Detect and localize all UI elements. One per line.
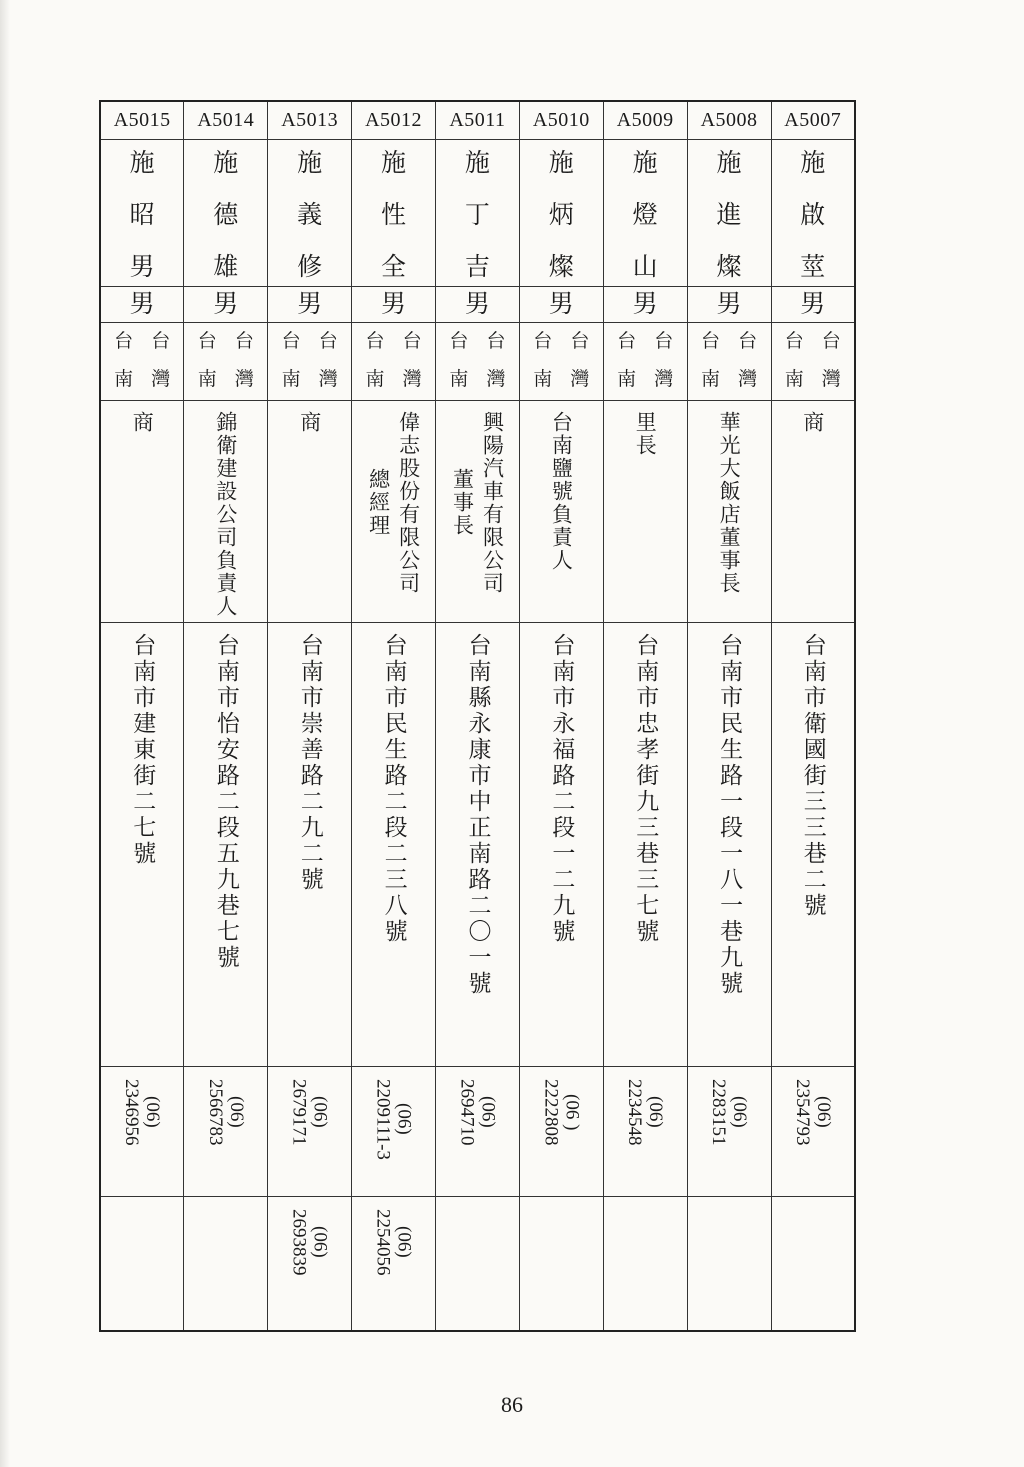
address-text: 台南市民生路二段二三八號 (380, 632, 407, 945)
alt-phone-cell (436, 1196, 520, 1331)
name-char: 莖 (800, 251, 826, 281)
record-code-cell (771, 101, 855, 139)
origin-char: 台 (402, 329, 422, 352)
address-row (100, 622, 855, 1066)
occupation-title: 總經理 (366, 468, 391, 537)
origin-char: 台 (617, 329, 637, 352)
record-code-cell (519, 101, 603, 139)
address-text: 台南市民生路一段一八一巷九號 (716, 632, 743, 997)
address-cell (100, 622, 184, 1066)
origin-char: 南 (114, 367, 134, 390)
origin-char: 灣 (570, 367, 590, 390)
occupation-cell (771, 400, 855, 622)
origin-char: 南 (617, 367, 637, 390)
record-code: A5010 (532, 109, 590, 131)
occupation-text: 里長 (633, 410, 658, 457)
roster-table (99, 100, 856, 1332)
record-code-cell (436, 101, 520, 139)
code-row (100, 101, 855, 139)
origin-char: 台 (533, 329, 553, 352)
sex-value: 男 (129, 288, 155, 318)
sex-cell (100, 286, 184, 322)
phone-number: (06) 2346956 (121, 1078, 164, 1145)
origin-char: 灣 (318, 367, 338, 390)
phone-number: (06) 2566783 (204, 1078, 247, 1145)
sex-cell (352, 286, 436, 322)
record-code: A5015 (113, 109, 171, 131)
record-code-cell (603, 101, 687, 139)
name-char: 丁 (464, 199, 490, 229)
phone-cell (519, 1066, 603, 1196)
address-text: 台南市怡安路二段五九巷七號 (212, 632, 239, 971)
phone-cell (268, 1066, 352, 1196)
name-char: 昭 (129, 199, 155, 229)
name-char: 燈 (632, 199, 658, 229)
occupation-cell (184, 400, 268, 622)
alt-phone-number: (06) 2254056 (372, 1208, 415, 1275)
name-char: 施 (800, 147, 826, 177)
origin-char: 台 (486, 329, 506, 352)
record-code: A5008 (700, 109, 758, 131)
origin-char: 台 (151, 329, 171, 352)
address-cell (603, 622, 687, 1066)
alt-phone-cell (603, 1196, 687, 1331)
name-char: 啟 (800, 199, 826, 229)
person-name-cell (352, 139, 436, 286)
origin-char: 台 (365, 329, 385, 352)
origin-char: 南 (701, 367, 721, 390)
origin-char: 南 (365, 367, 385, 390)
name-char: 山 (632, 251, 658, 281)
person-name-cell (100, 139, 184, 286)
name-char: 吉 (464, 251, 490, 281)
sex-value: 男 (213, 288, 239, 318)
phone-row (100, 1066, 855, 1196)
record-code: A5014 (197, 109, 255, 131)
address-cell (184, 622, 268, 1066)
address-text: 台南市永福路二段一二九號 (548, 632, 575, 945)
phone-number: (06) 2283151 (708, 1078, 751, 1145)
origin-char: 台 (821, 329, 841, 352)
name-char: 施 (632, 147, 658, 177)
origin-char: 台 (654, 329, 674, 352)
page-edge-shadow (0, 0, 10, 1467)
address-cell (352, 622, 436, 1066)
name-char: 全 (381, 251, 407, 281)
origin-char: 台 (738, 329, 758, 352)
alt-phone-cell (687, 1196, 771, 1331)
person-name-cell (771, 139, 855, 286)
origin-cell (268, 322, 352, 400)
record-code-cell (100, 101, 184, 139)
address-text: 台南市衛國街三三巷二號 (799, 632, 826, 919)
name-char: 雄 (213, 251, 239, 281)
sex-value: 男 (297, 288, 323, 318)
origin-char: 台 (449, 329, 469, 352)
origin-char: 台 (570, 329, 590, 352)
name-char: 修 (297, 251, 323, 281)
occupation-cell (100, 400, 184, 622)
origin-char: 台 (701, 329, 721, 352)
record-code: A5007 (784, 109, 842, 131)
occupation-cell (687, 400, 771, 622)
occupation-text: 商 (297, 410, 322, 434)
origin-char: 灣 (738, 367, 758, 390)
origin-cell (687, 322, 771, 400)
sex-value: 男 (716, 288, 742, 318)
name-char: 施 (548, 147, 574, 177)
record-code: A5013 (281, 109, 339, 131)
origin-cell (436, 322, 520, 400)
address-text: 台南市崇善路二九二號 (296, 632, 323, 893)
name-char: 施 (297, 147, 323, 177)
phone-cell (184, 1066, 268, 1196)
address-cell (519, 622, 603, 1066)
origin-cell (352, 322, 436, 400)
name-char: 義 (297, 199, 323, 229)
phone-cell (436, 1066, 520, 1196)
alt-phone-cell (100, 1196, 184, 1331)
origin-char: 南 (281, 367, 301, 390)
origin-cell (603, 322, 687, 400)
origin-row (100, 322, 855, 400)
record-code: A5011 (449, 109, 506, 131)
person-name-cell (687, 139, 771, 286)
phone-number: (06) 2234548 (624, 1078, 667, 1145)
name-char: 施 (381, 147, 407, 177)
occupation-row (100, 400, 855, 622)
origin-char: 南 (533, 367, 553, 390)
origin-char: 台 (281, 329, 301, 352)
sex-cell (519, 286, 603, 322)
phone-cell (603, 1066, 687, 1196)
occupation-cell (519, 400, 603, 622)
person-name-cell (519, 139, 603, 286)
alt-phone-cell (771, 1196, 855, 1331)
sex-value: 男 (800, 288, 826, 318)
person-name-cell (436, 139, 520, 286)
occupation-text: 偉志股份有限公司 (396, 410, 421, 595)
name-char: 炳 (548, 199, 574, 229)
address-cell (687, 622, 771, 1066)
alt-phone-number: (06) 2693839 (288, 1208, 331, 1275)
origin-char: 灣 (821, 367, 841, 390)
phone-cell (687, 1066, 771, 1196)
phone-number: (06) 2354793 (791, 1078, 834, 1145)
occupation-text: 華光大飯店董事長 (717, 410, 742, 595)
phone-number: (06) 2679171 (288, 1078, 331, 1145)
name-char: 性 (381, 199, 407, 229)
origin-char: 台 (784, 329, 804, 352)
name-char: 進 (716, 199, 742, 229)
sex-cell (436, 286, 520, 322)
origin-char: 台 (318, 329, 338, 352)
sex-value: 男 (464, 288, 490, 318)
origin-char: 灣 (234, 367, 254, 390)
name-char: 施 (129, 147, 155, 177)
occupation-cell (603, 400, 687, 622)
name-char: 燦 (716, 251, 742, 281)
occupation-text: 商 (800, 410, 825, 434)
occupation-cell (268, 400, 352, 622)
origin-cell (100, 322, 184, 400)
origin-char: 南 (449, 367, 469, 390)
phone-cell (771, 1066, 855, 1196)
phone-number: (06) 2694710 (456, 1078, 499, 1145)
name-char: 施 (464, 147, 490, 177)
sex-cell (268, 286, 352, 322)
origin-char: 灣 (486, 367, 506, 390)
origin-cell (771, 322, 855, 400)
name-row (100, 139, 855, 286)
sex-row (100, 286, 855, 322)
record-code-cell (184, 101, 268, 139)
alt-phone-row (100, 1196, 855, 1331)
origin-cell (519, 322, 603, 400)
name-char: 德 (213, 199, 239, 229)
alt-phone-cell (519, 1196, 603, 1331)
occupation-text: 台南鹽號負責人 (549, 410, 574, 572)
page-number: 86 (501, 1392, 523, 1417)
origin-char: 南 (197, 367, 217, 390)
occupation-cell (436, 400, 520, 622)
occupation-text: 興陽汽車有限公司 (480, 410, 505, 595)
name-char: 男 (129, 251, 155, 281)
occupation-title: 董事長 (450, 468, 475, 537)
alt-phone-cell (184, 1196, 268, 1331)
sex-cell (771, 286, 855, 322)
alt-phone-cell (268, 1196, 352, 1331)
occupation-cell (352, 400, 436, 622)
record-code-cell (687, 101, 771, 139)
person-name-cell (268, 139, 352, 286)
sex-cell (184, 286, 268, 322)
origin-char: 台 (197, 329, 217, 352)
person-name-cell (603, 139, 687, 286)
record-code-cell (268, 101, 352, 139)
address-text: 台南市建東街二七號 (129, 632, 156, 867)
sex-cell (687, 286, 771, 322)
origin-char: 台 (234, 329, 254, 352)
phone-number: (06) 2209111-3 (372, 1078, 415, 1160)
address-cell (771, 622, 855, 1066)
origin-char: 灣 (402, 367, 422, 390)
phone-cell (352, 1066, 436, 1196)
occupation-text: 商 (130, 410, 155, 434)
address-text: 台南市忠孝街九三巷三七號 (632, 632, 659, 945)
alt-phone-cell (352, 1196, 436, 1331)
phone-cell (100, 1066, 184, 1196)
person-name-cell (184, 139, 268, 286)
name-char: 燦 (548, 251, 574, 281)
origin-char: 南 (784, 367, 804, 390)
origin-char: 台 (114, 329, 134, 352)
origin-cell (184, 322, 268, 400)
address-cell (268, 622, 352, 1066)
record-code: A5009 (616, 109, 674, 131)
address-cell (436, 622, 520, 1066)
record-code: A5012 (365, 109, 423, 131)
sex-value: 男 (381, 288, 407, 318)
origin-char: 灣 (654, 367, 674, 390)
occupation-text: 錦衛建設公司負責人 (213, 410, 238, 618)
sex-cell (603, 286, 687, 322)
phone-number: (06 ) 2222808 (540, 1078, 583, 1145)
address-text: 台南縣永康市中正南路二〇一號 (464, 632, 491, 997)
name-char: 施 (213, 147, 239, 177)
name-char: 施 (716, 147, 742, 177)
record-code-cell (352, 101, 436, 139)
sex-value: 男 (548, 288, 574, 318)
origin-char: 灣 (151, 367, 171, 390)
sex-value: 男 (632, 288, 658, 318)
